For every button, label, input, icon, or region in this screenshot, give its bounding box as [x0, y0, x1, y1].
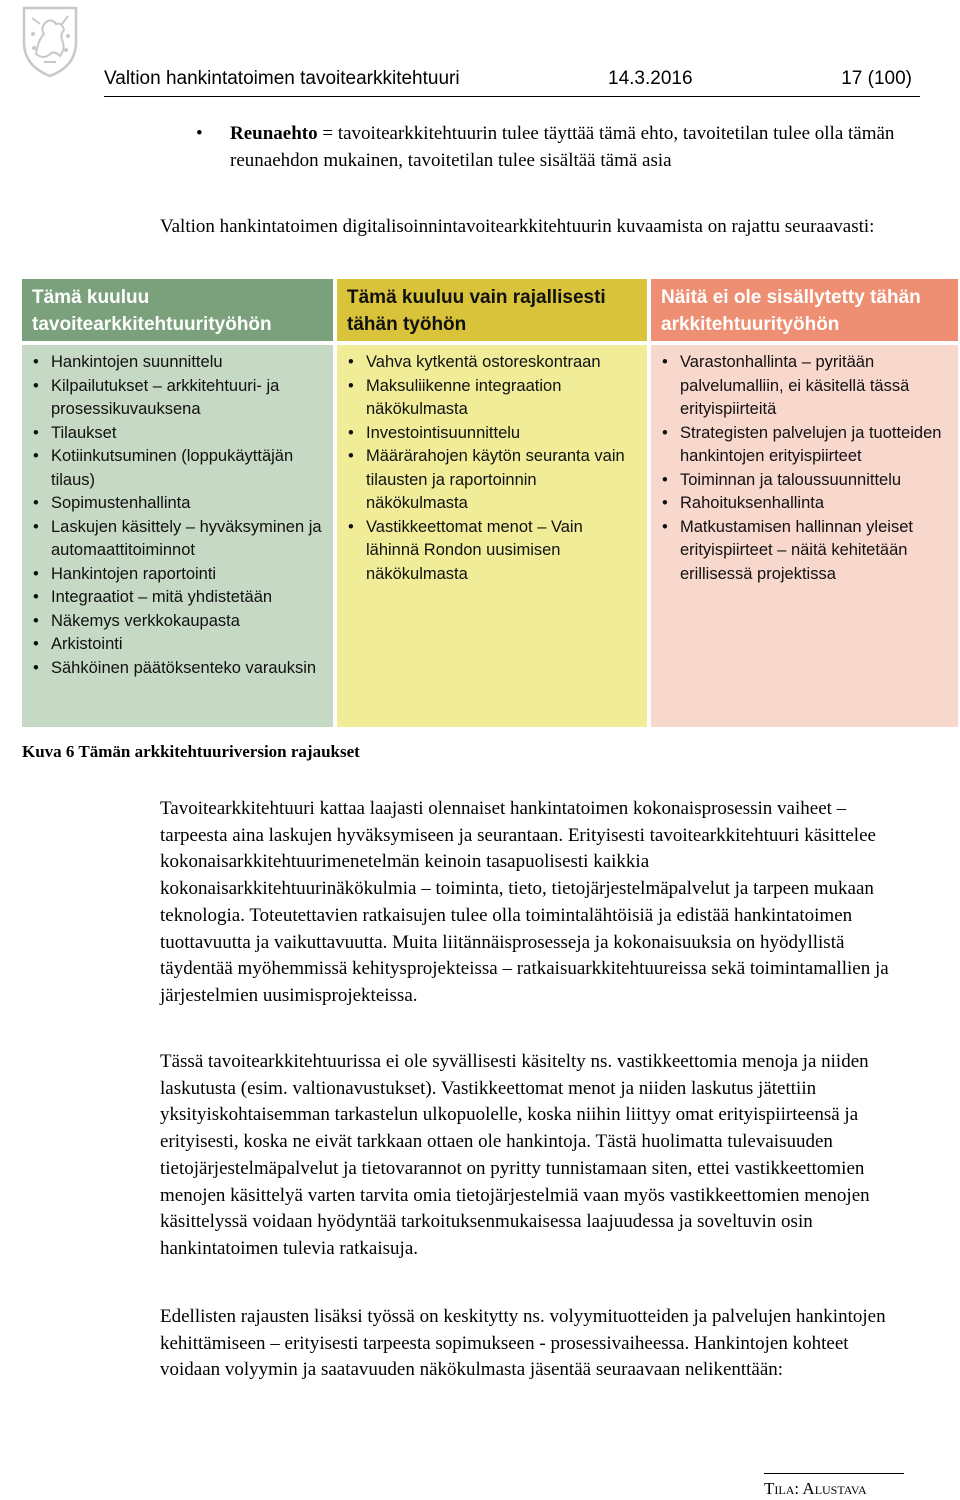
column-body-excluded — [651, 345, 958, 727]
list-item: • Tilaukset — [30, 422, 325, 446]
bullet-dot: • — [196, 123, 203, 144]
list-item: • Strategisten palvelujen ja tuotteiden hankintojen erityispiirteet — [659, 422, 950, 469]
list-item: • Vastikkeettomat menot – Vain lähinnä Rondon uusimisen näkökulmasta — [345, 516, 639, 587]
list-item: • Sopimustenhallinta — [30, 492, 325, 516]
coat-of-arms-logo — [18, 4, 82, 78]
list-item: • Investointisuunnittelu — [345, 422, 639, 446]
scope-column-limited — [337, 279, 647, 727]
list-item: • Kilpailutukset – arkkitehtuuri- ja prosessikuvauksena — [30, 375, 325, 422]
document-status: Tila: Alustava — [764, 1479, 867, 1498]
list-item: • Matkustamisen hallinnan yleiset erityispiirteet – näitä kehitetään erillisessä projektissa — [659, 516, 950, 587]
column-header-limited: Tämä kuuluu vain rajallisesti tähän työhön — [337, 279, 647, 341]
list-item: • Laskujen käsittely – hyväksyminen ja automaattitoiminnot — [30, 516, 325, 563]
scope-column-included — [22, 279, 333, 727]
list-item: • Määrärahojen käytön seuranta vain tilausten ja raportoinnin näkökulmasta — [345, 445, 639, 516]
list-item: • Arkistointi — [30, 633, 325, 657]
body-paragraph-1: Tavoitearkkitehtuuri kattaa laajasti olennaiset hankintatoimen kokonaisprosessin vaiheet – tarpeesta aina laskujen hyväksymiseen ja seurantaan. Erityisesti tavoitearkkitehtuuri käsittelee kokonaisarkkitehtuurimenetelmän keinoin tasapuolisesti kaikkia kokonaisarkkitehtuurinäkökulmia – toiminta, tieto, tietojärjestelmäpalvelut ja tarpeen mukaan teknologia. Toteutettavien ratkaisujen tulee olla toimintalähtöisiä ja edistää hankintatoimen tuottavuutta ja vaikuttavuutta. Muita liitännäisprosesseja ja kokonaisuuksia on hyödyllistä täydentää myöhemmissä kehitysprojekteissa – ratkaisuarkkitehtuureissa sekä toimintamallien ja järjestelmien uusimisprojekteissa. — [160, 798, 889, 1006]
page-header — [104, 62, 920, 97]
document-date: 14.3.2016 — [608, 68, 693, 89]
list-item: • Varastonhallinta – pyritään palvelumalliin, ei käsitellä tässä erityispiirteitä — [659, 351, 950, 422]
list-item: • Maksuliikenne integraation näkökulmasta — [345, 375, 639, 422]
intro-paragraph: Valtion hankintatoimen digitalisoinnintavoitearkkitehtuurin kuvaamista on rajattu seuraavasti: — [160, 216, 875, 237]
list-item: • Toiminnan ja taloussuunnittelu — [659, 469, 950, 493]
scope-figure — [22, 279, 958, 727]
list-item: • Integraatiot – mitä yhdistetään — [30, 586, 325, 610]
column-body-included — [22, 345, 333, 727]
definition-body: = tavoitearkkitehtuurin tulee täyttää tämä ehto, tavoitetilan tulee olla tämän reunaehdon mukainen, tavoitetilan tulee sisältää tämä asia — [230, 123, 895, 171]
body-paragraph-3: Edellisten rajausten lisäksi työssä on keskitytty ns. volyymituotteiden ja palvelujen hankintojen kehittämiseen – erityisesti tarpeesta sopimukseen - prosessivaiheessa. Hankintojen kohteet voidaan volyymin ja saatavuuden näkökulmasta jäsentää seuraavaan nelikenttään: — [160, 1306, 886, 1381]
footer-rule — [764, 1473, 904, 1474]
column-body-limited — [337, 345, 647, 727]
scope-column-excluded — [651, 279, 958, 727]
list-item: • Hankintojen raportointi — [30, 563, 325, 587]
list-item: • Vahva kytkentä ostoreskontraan — [345, 351, 639, 375]
list-item: • Sähköinen päätöksenteko varauksin — [30, 657, 325, 681]
list-item: • Näkemys verkkokaupasta — [30, 610, 325, 634]
column-header-included: Tämä kuuluu tavoitearkkitehtuurityöhön — [22, 279, 333, 341]
definition-bullet — [196, 120, 916, 174]
body-paragraph-2: Tässä tavoitearkkitehtuurissa ei ole syvällisesti käsitelty ns. vastikkeettomia menoja ja niiden laskutusta (esim. valtionavustukset). Vastikkeettomat menot ja niiden laskutus jätettiin yksityiskohtaisemman tarkastelun ulkopuolelle, koska niihin liittyy omat erityispiirteensä ja erityisesti, koska ne eivät tarkkaan ottaen ole hankintoja. Tästä huolimatta tulevaisuuden tietojärjestelmäpalvelut ja tietovarannot on pyritty tunnistamaan siten, ettei vastikkeettomien menojen käsittelyä varten tarvita omia tietojärjestelmiä vaan myös vastikkeettomien menojen käsittelyssä voidaan hyödyntää tarkoituksenmukaisessa laajuudessa ja soveltuvin osin hankintatoimen tulevia ratkaisuja. — [160, 1051, 870, 1259]
figure-caption: Kuva 6 Tämän arkkitehtuuriversion rajaukset — [22, 742, 360, 761]
list-item: • Hankintojen suunnittelu — [30, 351, 325, 375]
document-title: Valtion hankintatoimen tavoitearkkitehtuuri — [104, 68, 460, 89]
list-item: • Rahoituksenhallinta — [659, 492, 950, 516]
column-header-excluded: Näitä ei ole sisällytetty tähän arkkitehtuurityöhön — [651, 279, 958, 341]
page-number: 17 (100) — [841, 68, 912, 89]
definition-text — [230, 120, 916, 174]
definition-term: Reunaehto — [230, 123, 318, 144]
list-item: • Kotiinkutsuminen (loppukäyttäjän tilaus) — [30, 445, 325, 492]
